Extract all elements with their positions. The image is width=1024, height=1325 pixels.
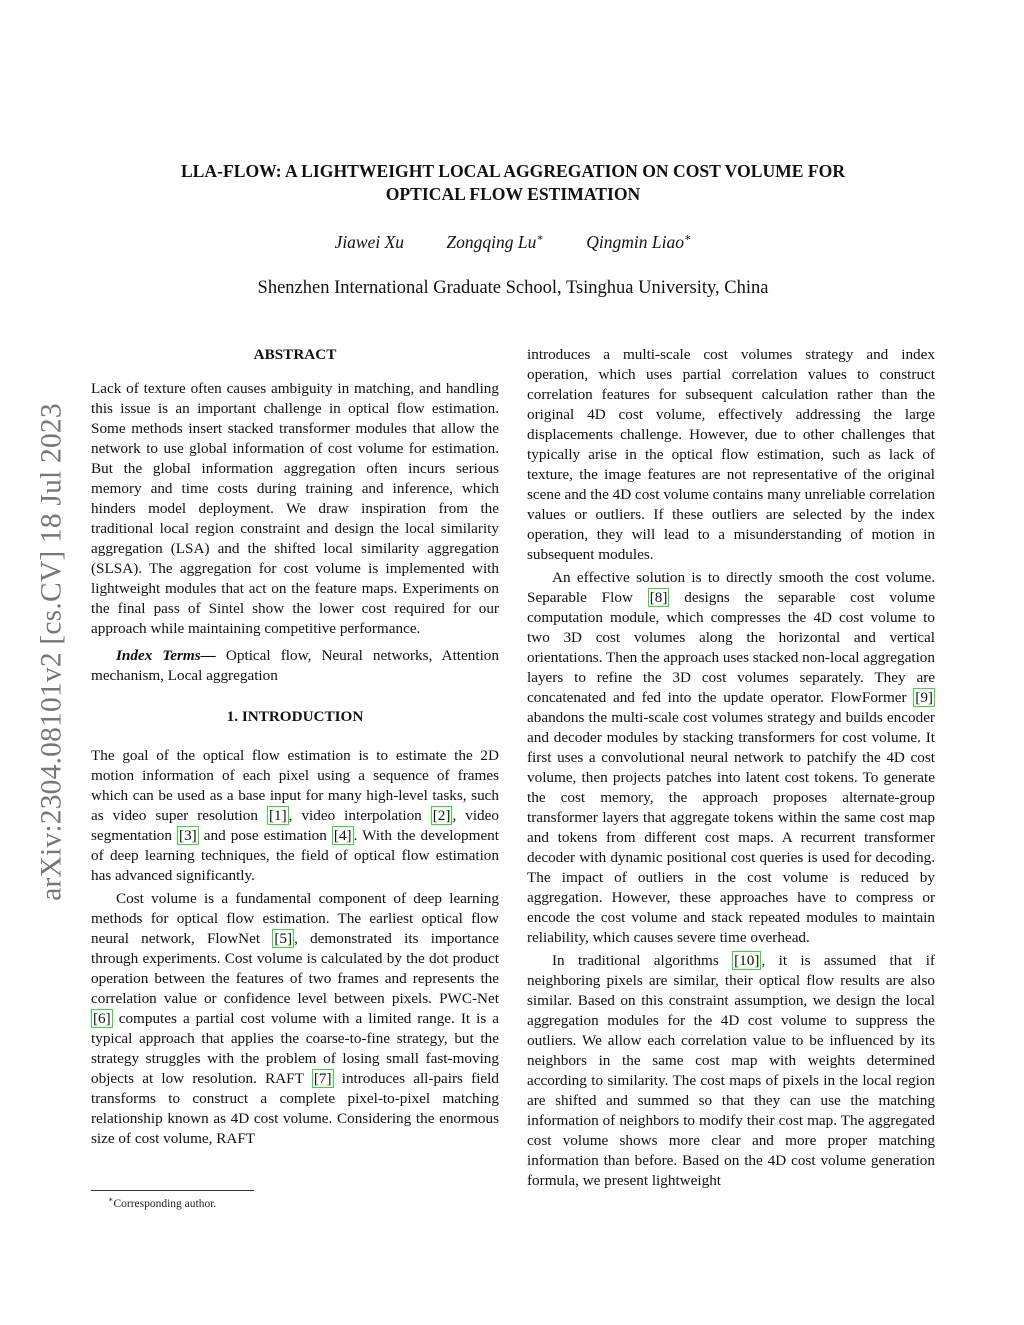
author: Qingmin Liao∗ <box>586 231 692 252</box>
citation-link[interactable]: [8] <box>649 589 668 606</box>
intro-paragraph-1: The goal of the optical flow estimation is to estimate the 2D motion information of each pixel using a sequence of frames which can be used as a base input for many high-level tasks, such as video super resolution [1] , video interpolation [2] , video segmentation [3] and pose estimation [4] . With the development of deep learning techniques, the field of optical flow estimation has advanced significantly. <box>91 747 499 884</box>
title-line-1: LLA-FLOW: A LIGHTWEIGHT LOCAL AGGREGATION ON COST VOLUME FOR <box>180 161 846 181</box>
author: Zongqing Lu∗ <box>446 231 544 252</box>
citation-link[interactable]: [10] <box>734 952 760 969</box>
left-column <box>91 345 499 1149</box>
intro-paragraph-3: introduces a multi-scale cost volumes strategy and index operation, which uses partial correlation values to construct correlation features for subsequent calculation rather than the original 4D cost volume, effectively addressing the large displacements challenge. However, due to other challenges that typically arise in the optical flow estimation, such as lack of texture, the image features are not representative of the original scene and the 4D cost volume contains many unreliable correlation values or outliers. If these outliers are selected by the index operation, they will lead to a misunderstanding of motion in subsequent modules. <box>527 346 935 563</box>
author: Jiawei Xu <box>334 231 405 252</box>
affiliation: Shenzhen International Graduate School, Tsinghua University, China <box>257 278 769 298</box>
paper-title <box>92 160 934 206</box>
author-list <box>92 231 934 253</box>
citation-link[interactable]: [1] <box>268 807 287 824</box>
citation-link[interactable]: [5] <box>274 930 293 947</box>
arxiv-identifier-stamp: arXiv:2304.08101v2 [cs.CV] 18 Jul 2023 <box>35 403 68 901</box>
intro-paragraph-4: An effective solution is to directly smooth the cost volume. Separable Flow [8] designs the separable cost volume computation module, which compresses the 4D cost volume to two 3D cost volumes along the horizontal and vertical orientations. Then the approach uses stacked non-local aggregation layers to refine the 3D cost volumes separately. They are concatenated and fed into the update operator. FlowFormer [9] abandons the multi-scale cost volumes strategy and builds encoder and decoder modules by stacking transformers for cost volume. It first uses a convolutional neural network to patchify the 4D cost volume, then projects patches into latent cost tokens. To generate the cost memory, the approach proposes alternate-group transformer layers that aggregate tokens within the same cost map and tokens from different cost maps. A recurrent transformer decoder with dynamic positional cost queries is used for decoding. The impact of outliers in the cost volume is reduced by aggregation. However, these approaches have to compress or encode the cost volume and stack repeated modules to maintain reliability, which causes severe time overhead. <box>527 569 935 946</box>
citation-link[interactable]: [6] <box>93 1010 111 1027</box>
index-terms: Index Terms— Optical flow, Neural networks, Attention mechanism, Local aggregation <box>91 647 499 684</box>
index-terms-label: Index Terms— <box>116 647 216 664</box>
title-line-2: OPTICAL FLOW ESTIMATION <box>385 184 641 204</box>
citation-link[interactable]: [4] <box>333 827 352 844</box>
citation-link[interactable]: [3] <box>179 827 197 844</box>
footnote: ∗Corresponding author. <box>108 1195 217 1210</box>
right-column <box>527 345 935 1191</box>
abstract-text: Lack of texture often causes ambiguity in matching, and handling this issue is an important challenge in optical flow estimation. Some methods insert stacked transformer modules that allow the network to use global information of cost volume for estimation. But the global information aggregation often incurs serious memory and time costs during training and inference, which hinders model deployment. We draw inspiration from the traditional local region constraint and design the local similarity aggregation (LSA) and the shifted local similarity aggregation (SLSA). The aggregation for cost volume is implemented with lightweight modules that act on the feature maps. Experiments on the final pass of Sintel show the lower cost required for our approach while maintaining competitive performance. <box>91 380 499 637</box>
footnote-divider <box>91 1190 254 1191</box>
intro-paragraph-5: In traditional algorithms [10] , it is assumed that if neighboring pixels are similar, their optical flow results are also similar. Based on this constraint assumption, we design the local aggregation modules for the 4D cost volume to suppress the outliers. We allow each correlation value to be influenced by its neighbors in the same cost map with weights determined according to similarity. The cost maps of pixels in the local region are shifted and summed so that they can use the matching information of neighbors to modify their cost map. The aggregated cost volume shows more clear and more proper matching information than before. Based on the 4D cost volume generation formula, we present lightweight <box>527 952 935 1189</box>
citation-link[interactable]: [9] <box>915 689 933 706</box>
citation-link[interactable]: [2] <box>432 807 451 824</box>
abstract-heading: ABSTRACT <box>253 346 337 363</box>
intro-paragraph-2: Cost volume is a fundamental component of deep learning methods for optical flow estimation. The earliest optical flow neural network, FlowNet [5] , demonstrated its importance through experiments. Cost volume is calculated by the dot product operation between the features of two frames and represents the correlation value or confidence level between pixels. PWC-Net [6] computes a partial cost volume with a limited range. It is a typical approach that applies the coarse-to-fine strategy, but the strategy struggles with the problem of losing small fast-moving objects at low resolution. RAFT [7] introduces all-pairs field transforms to construct a complete pixel-to-pixel matching relationship known as 4D cost volume. Considering the enormous size of cost volume, RAFT <box>91 890 500 1147</box>
introduction-heading: 1. INTRODUCTION <box>226 708 364 725</box>
citation-link[interactable]: [7] <box>313 1070 332 1087</box>
